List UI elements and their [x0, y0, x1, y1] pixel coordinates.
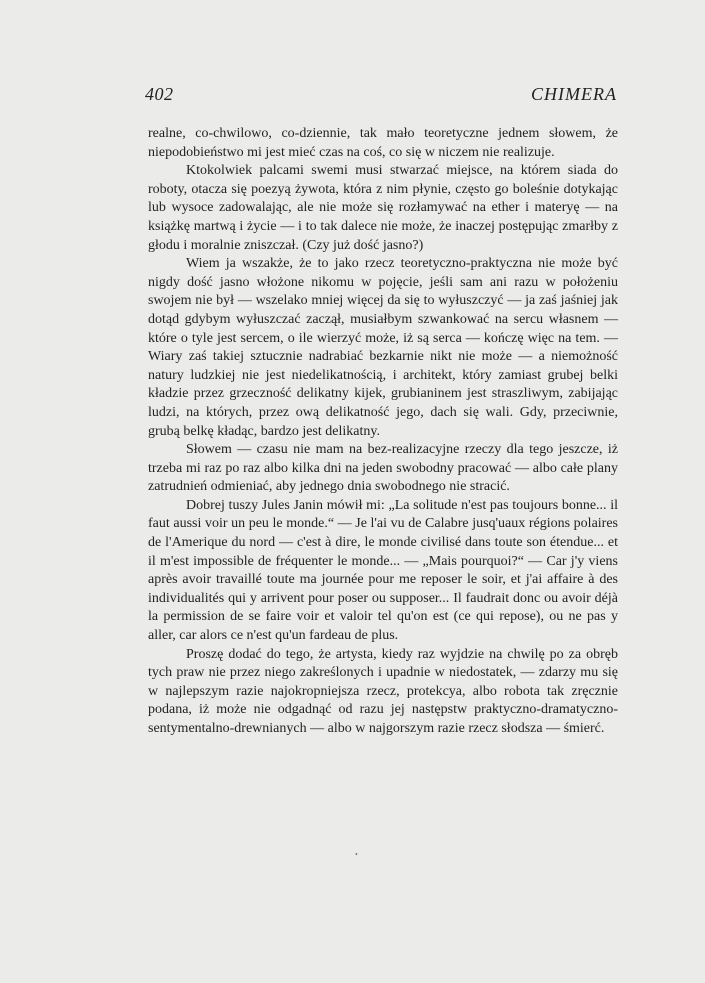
ornament-dot: • [355, 850, 358, 859]
paragraph-6: Proszę dodać do tego, że artysta, kiedy raz wyjdzie na chwilę po za obręb tych praw nie przez niego zakreślonych i upadnie w niedostatek, — zdarzy mu się w najlepszym razie najokropniejsza rzecz, protekcya, albo robota tak zręcznie podana, iż może nie odgadnąć od razu jej następstw praktyczno-dramatyczno-sentymentalno-drewnianych — albo w najgorszym razie rzecz słodsza — śmierć. [148, 646, 618, 736]
paragraph-1: realne, co-chwilowo, co-dziennie, tak mało teoretyczne jednem słowem, że niepodobieństwo mi jest mieć czas na coś, co się w niczem nie realizuje. [148, 126, 618, 160]
page-number: 402 [145, 84, 174, 104]
running-title: CHIMERA [531, 84, 617, 104]
paragraph-5: Dobrej tuszy Jules Janin mówił mi: „La solitude n'est pas toujours bonne... il faut aussi voir un peu le monde.“ — Je l'ai vu de Calabre jusq'uaux régions polaires de l'Amerique du nord — c'est à dire, le monde civilisé dans toute son étendue... et il m'est impossible de fréquenter le monde... — „Mais pourquoi?“ — Car j'y viens après avoir travaillé toute ma journée pour me reposer le soir, et j'ai affaire à des individualités qui y arrivent pour poser ou supposer... Il faudrait donc ou avoir déjà la permission de se faire voir et valoir tel qu'on est (ce qui repose), ou ne pas y aller, car alors ce n'est qu'un fardeau de plus. [148, 497, 618, 644]
paragraph-4: Słowem — czasu nie mam na bez-realizacyjne rzeczy dla tego jeszcze, iż trzeba mi raz po raz albo kilka dni na jeden swobodny pracować — albo całe plany zatrudnień odmieniać, aby jednego dnia swobodnego nie stracić. [148, 442, 618, 495]
paragraph-3: Wiem ja wszakże, że to jako rzecz teoretyczno-praktyczna nie może być nigdy dość jasno włożone nikomu w pojęcie, jeśli sam ani razu w położeniu swojem nie był — wszelako mniej więcej da się to wyłuszczyć — ja zaś jaśniej jak dotąd gdybym wyłuszczać zaczął, musiałbym szwankować na sercu własnem — które o tyle jest sercem, o ile wierzyć może, iż są serca — kończę więc na tem. — Wiary zaś takiej sztucznie nadrabiać bezkarnie nikt nie może — a niemożność natury ludzkiej nie jest niedelikatnością, i architekt, który zamiast grubej belki kładzie przez grzeczność delikatny kijek, grubianinem jest straszliwym, zabijając ludzi, na których, przez ową delikatność jego, dach się wali. Gdy, przeciwnie, grubą belkę kładąc, bardzo jest delikatny. [148, 256, 618, 439]
paragraph-2: Ktokolwiek palcami swemi musi stwarzać miejsce, na którem siada do roboty, otacza się poezyą żywota, która z nim płynie, często go boleśnie dotykając lub wysoce zadowalając, ale nie może się rozłamywać na ether i materyę — na książkę martwą i życie — i to tak dalece nie może, że inaczej postępując zmarłby z głodu i moralnie zniszczał. (Czy już dość jasno?) [148, 163, 618, 253]
body-text [148, 125, 618, 739]
